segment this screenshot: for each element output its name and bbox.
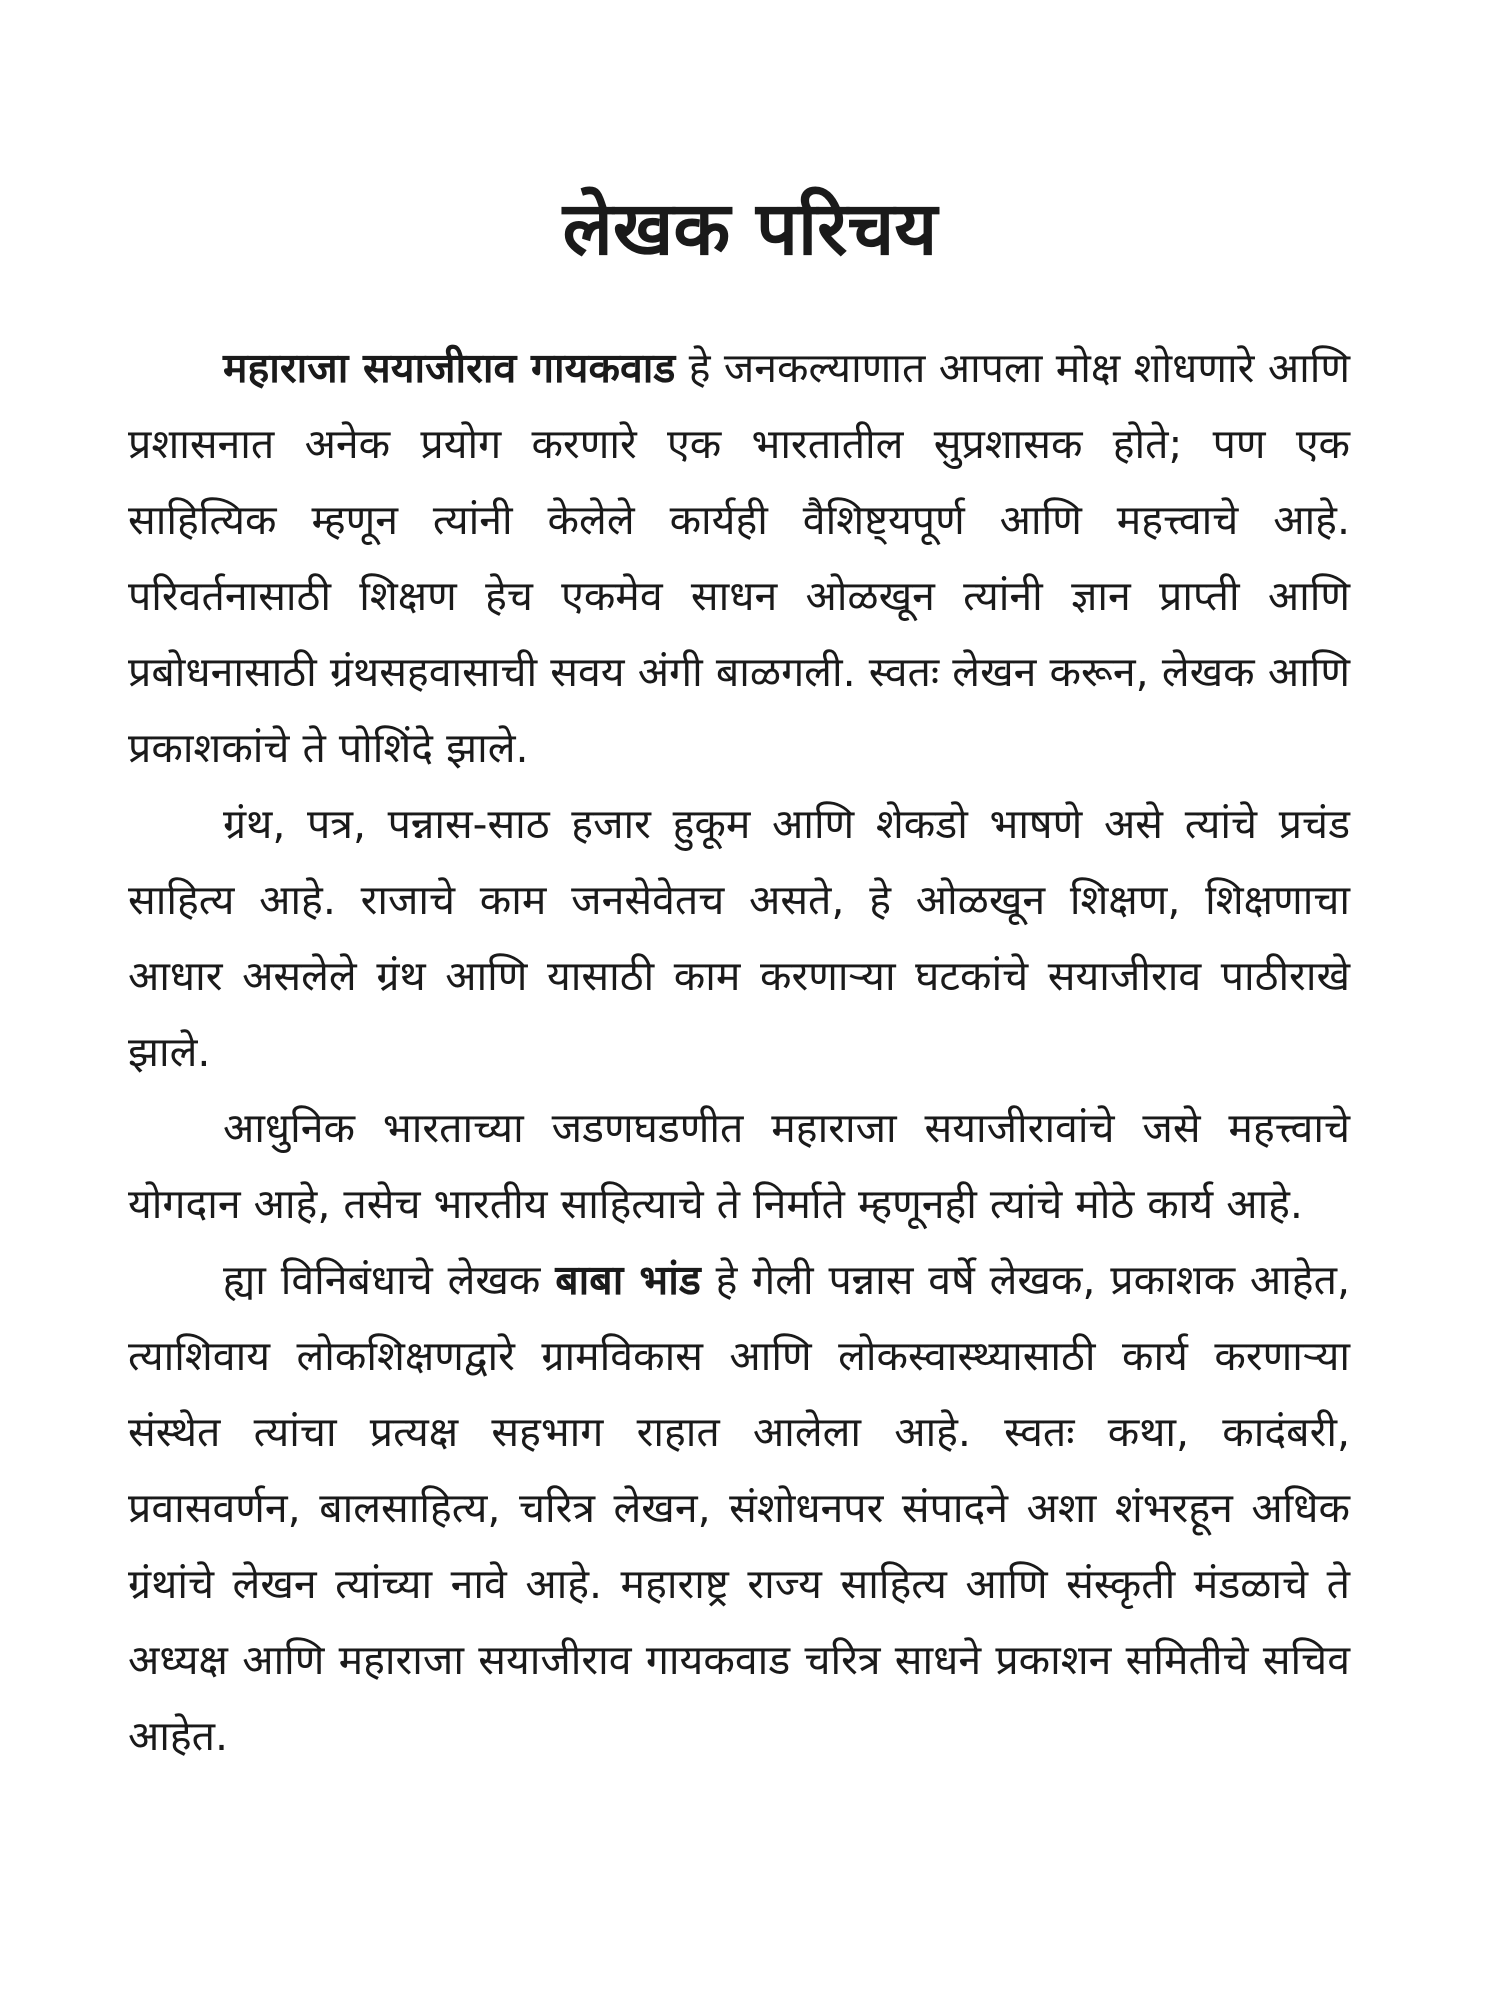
page-title: लेखक परिचय xyxy=(562,186,938,272)
paragraph-text: आधुनिक भारताच्या जडणघडणीत महाराजा सयाजीरावांचे जसे महत्त्वाचे योगदान आहे, तसेच भारतीय साहित्याचे ते निर्माते म्हणूनही त्यांचे मोठे कार्य आहे. xyxy=(128,1104,1350,1228)
paragraph-text: ग्रंथ, पत्र, पन्नास-साठ हजार हुकूम आणि शेकडो भाषणे असे त्यांचे प्रचंड साहित्य आहे. राजाचे काम जनसेवेतच असते, हे ओळखून शिक्षण, शिक्षणाचा आधार असलेले ग्रंथ आणि यासाठी काम करणाऱ्या घटकांचे सयाजीराव पाठीराखे झाले. xyxy=(128,800,1350,1076)
paragraph-contribution xyxy=(128,1090,1350,1242)
paragraph-literary-works xyxy=(128,786,1350,1090)
author-introduction-body xyxy=(128,330,1350,1774)
paragraph-author-baba-bhand xyxy=(128,1242,1350,1774)
paragraph-text-prefix: ह्या विनिबंधाचे लेखक xyxy=(223,1256,556,1304)
paragraph-sayajirao-intro xyxy=(128,330,1350,786)
paragraph-text: हे गेली पन्नास वर्षे लेखक, प्रकाशक आहेत, त्याशिवाय लोकशिक्षणद्वारे ग्रामविकास आणि लोकस्वास्थ्यासाठी कार्य करणाऱ्या संस्थेत त्यांचा प्रत्यक्ष सहभाग राहात आलेला आहे. स्वतः कथा, कादंबरी, प्रवासवर्णन, बालसाहित्य, चरित्र लेखन, संशोधनपर संपादने अशा शंभरहून अधिक ग्रंथांचे लेखन त्यांच्या नावे आहे. महाराष्ट्र राज्य साहित्य आणि संस्कृती मंडळाचे ते अध्यक्ष आणि महाराजा सयाजीराव गायकवाड चरित्र साधने प्रकाशन समितीचे सचिव आहेत. xyxy=(128,1256,1350,1760)
paragraph-text: हे जनकल्याणात आपला मोक्ष शोधणारे आणि प्रशासनात अनेक प्रयोग करणारे एक भारतातील सुप्रशासक होते; पण एक साहित्यिक म्हणून त्यांनी केलेले कार्यही वैशिष्ट्यपूर्ण आणि महत्त्वाचे आहे. परिवर्तनासाठी शिक्षण हेच एकमेव साधन ओळखून त्यांनी ज्ञान प्राप्ती आणि प्रबोधनासाठी ग्रंथसहवासाची सवय अंगी बाळगली. स्वतः लेखन करून, लेखक आणि प्रकाशकांचे ते पोशिंदे झाले. xyxy=(128,344,1350,772)
bold-name-sayajirao: महाराजा सयाजीराव गायकवाड xyxy=(223,344,676,392)
bold-name-baba-bhand: बाबा भांड xyxy=(555,1256,701,1304)
